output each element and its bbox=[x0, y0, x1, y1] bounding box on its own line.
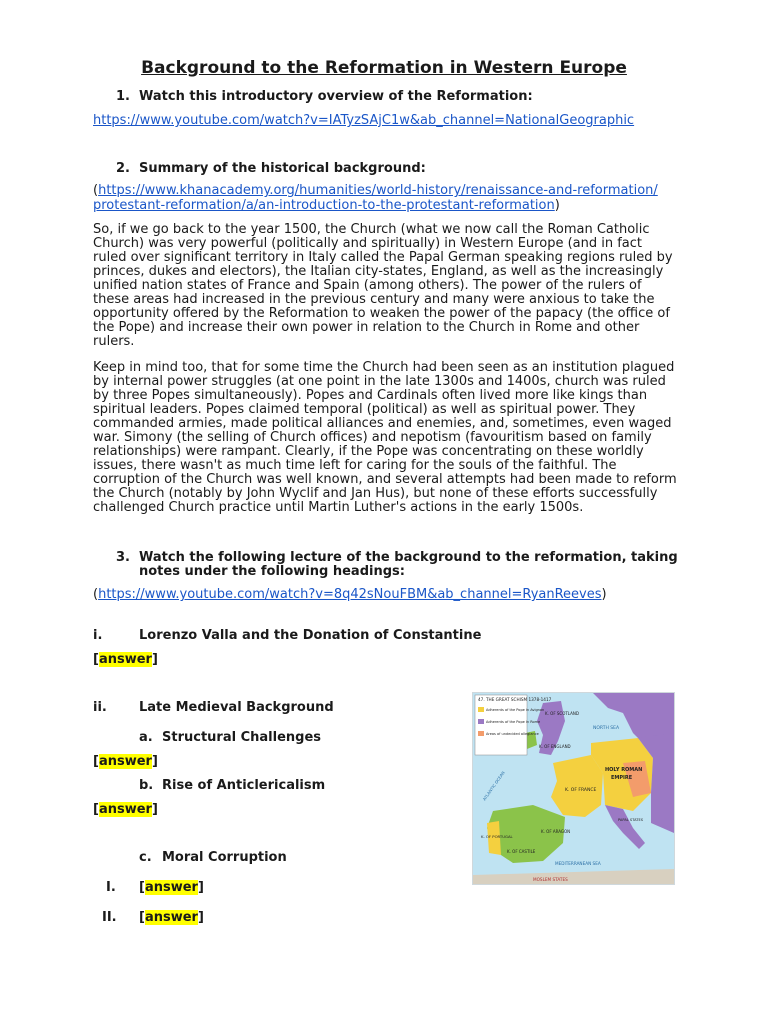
section-3-number: 3. bbox=[116, 550, 130, 565]
item-c-heading: Moral Corruption bbox=[162, 850, 287, 865]
item-ii-number: ii. bbox=[93, 700, 107, 715]
summary-paragraph-2 bbox=[93, 361, 693, 515]
bracket: ] bbox=[151, 754, 158, 769]
label-moslem-states: MOSLEM STATES bbox=[533, 877, 568, 882]
close-paren: ) bbox=[554, 198, 560, 213]
open-paren: ( bbox=[93, 587, 99, 602]
section-3-heading-line-2: notes under the following headings: bbox=[139, 564, 405, 579]
label-scotland: K. OF SCOTLAND bbox=[545, 711, 579, 716]
section-1-number: 1. bbox=[116, 89, 130, 104]
bracket: ] bbox=[197, 910, 204, 925]
section-2-heading: Summary of the historical background: bbox=[139, 161, 426, 176]
label-papal-states: PAPAL STATES bbox=[618, 818, 644, 822]
paragraph-line: princes, dukes and electors), the Italian city-states, England, as well as the increasingly bbox=[93, 264, 664, 279]
paragraph-line: relationships) were rampant. Clearly, if the Pope was concentrating on these worldly bbox=[93, 444, 644, 459]
legend-undecided: Areas of undecided allegiance bbox=[486, 732, 539, 736]
bracket: ] bbox=[151, 652, 158, 667]
answer-field-2[interactable] bbox=[93, 754, 158, 769]
label-england: K. OF ENGLAND bbox=[539, 744, 571, 749]
label-portugal: K. OF PORTUGAL bbox=[481, 834, 513, 839]
item-b-number: b. bbox=[139, 778, 154, 793]
map-title: 47. THE GREAT SCHISM 1378-1417 bbox=[478, 697, 552, 702]
summary-paragraph-1 bbox=[93, 223, 693, 349]
bracket: [ bbox=[93, 652, 99, 667]
section-1-heading: Watch this introductory overview of the Reformation: bbox=[139, 89, 533, 104]
answer-field-1[interactable] bbox=[93, 652, 158, 667]
paragraph-line: spiritual leaders. Popes claimed temporal (political) as well as spiritual power. They bbox=[93, 402, 636, 417]
paragraph-line: the Pope) and increase their own power in relation to the Church in Rome and other bbox=[93, 320, 640, 335]
label-north-sea: NORTH SEA bbox=[593, 726, 620, 731]
answer-field-4[interactable] bbox=[139, 880, 204, 895]
paragraph-line: unified nation states of France and Spain (among others). The power of the rulers of bbox=[93, 278, 642, 293]
bracket: [ bbox=[139, 880, 145, 895]
label-castile: K. OF CASTILE bbox=[507, 849, 536, 854]
item-i-number: i. bbox=[93, 628, 103, 643]
label-aragon: K. OF ARAGON bbox=[541, 829, 571, 834]
khanacademy-link[interactable]: https://www.khanacademy.org/humanities/world-history/renaissance-and-reformation/ bbox=[98, 183, 658, 198]
map-legend-box bbox=[475, 695, 527, 755]
label-atlantic: ATLANTIC OCEAN bbox=[481, 770, 506, 802]
page-title: Background to the Reformation in Western Europe bbox=[141, 58, 627, 78]
paragraph-line: challenged Church practice until Martin Luther's actions in the early 1500s. bbox=[93, 500, 584, 515]
paragraph-line: opportunity offered by the Reformation to weaken the power of the papacy (the office of bbox=[93, 306, 670, 321]
item-b-heading: Rise of Anticlericalism bbox=[162, 778, 326, 793]
item-a-number: a. bbox=[139, 730, 153, 745]
youtube-overview-link[interactable]: https://www.youtube.com/watch?v=IATyzSAjC1w&ab_channel=NationalGeographic bbox=[93, 113, 635, 128]
paragraph-line: by three Popes simultaneously). Popes and Cardinals often lived more like kings than bbox=[93, 388, 648, 403]
item-II-number: II. bbox=[102, 910, 117, 925]
paragraph-line: these areas had increased in the previous century and many were anxious to take the bbox=[93, 292, 655, 307]
label-empire: EMPIRE bbox=[611, 775, 633, 781]
paragraph-line: commanded armies, made political alliances and enemies, and, sometimes, even waged bbox=[93, 416, 672, 431]
close-paren: ) bbox=[601, 587, 607, 602]
bracket: ] bbox=[151, 802, 158, 817]
bracket: [ bbox=[93, 802, 99, 817]
paragraph-line: war. Simony (the selling of Church offices) and nepotism (favouritism based on family bbox=[93, 430, 652, 445]
great-schism-map bbox=[472, 692, 675, 885]
khanacademy-link-line-1 bbox=[93, 184, 658, 198]
bracket: ] bbox=[197, 880, 204, 895]
paragraph-line: Church) was very powerful (politically and spiritually) in Western Europe (and in fact bbox=[93, 236, 643, 251]
item-a-heading: Structural Challenges bbox=[162, 730, 321, 745]
paragraph-line: issues, there wasn't as much time left for caring for the souls of the faithful. The bbox=[93, 458, 617, 473]
answer-placeholder[interactable]: answer bbox=[98, 802, 152, 817]
legend-avignon: Adherents of the Pope in Avignon bbox=[486, 708, 545, 712]
section-3-heading-line-1: Watch the following lecture of the background to the reformation, taking bbox=[139, 550, 678, 565]
label-france: K. OF FRANCE bbox=[565, 788, 597, 793]
paragraph-line: by internal power struggles (at one point in the late 1300s and 1400s, church was ruled bbox=[93, 374, 666, 389]
item-i-heading: Lorenzo Valla and the Donation of Constantine bbox=[139, 628, 482, 643]
bracket: [ bbox=[139, 910, 145, 925]
lecture-link-line bbox=[93, 588, 607, 602]
legend-swatch-rome bbox=[478, 719, 484, 724]
khanacademy-link-line-2 bbox=[93, 199, 560, 213]
legend-rome: Adherents of the Pope in Rome bbox=[486, 720, 541, 724]
legend-swatch-undecided bbox=[478, 731, 484, 736]
item-ii-heading: Late Medieval Background bbox=[139, 700, 334, 715]
bracket: [ bbox=[93, 754, 99, 769]
legend-swatch-avignon bbox=[478, 707, 484, 712]
answer-placeholder[interactable]: answer bbox=[144, 880, 198, 895]
open-paren: ( bbox=[93, 183, 99, 198]
paragraph-line: corruption of the Church was well known, and several attempts had been made to reform bbox=[93, 472, 677, 487]
france-region bbox=[551, 755, 603, 817]
answer-placeholder[interactable]: answer bbox=[98, 652, 152, 667]
youtube-lecture-link[interactable]: https://www.youtube.com/watch?v=8q42sNouFBM&ab_channel=RyanReeves bbox=[98, 587, 602, 602]
paragraph-line: ruled over significant territory in Italy called the Papal German speaking regions ruled by bbox=[93, 250, 673, 265]
label-mediterranean: MEDITERRANEAN SEA bbox=[555, 861, 601, 866]
label-holy-roman: HOLY ROMAN bbox=[605, 767, 643, 773]
great-schism-map-graphic bbox=[473, 693, 674, 884]
item-I-number: I. bbox=[106, 880, 116, 895]
section-2-number: 2. bbox=[116, 161, 130, 176]
answer-field-5[interactable] bbox=[139, 910, 204, 925]
paragraph-line: Keep in mind too, that for some time the Church had been seen as an institution plagued bbox=[93, 360, 675, 375]
paragraph-line: rulers. bbox=[93, 334, 135, 349]
item-c-number: c. bbox=[139, 850, 152, 865]
paragraph-line: the Church (notably by John Wyclif and Jan Hus), but none of these efforts successfully bbox=[93, 486, 658, 501]
answer-field-3[interactable] bbox=[93, 802, 158, 817]
paragraph-line: So, if we go back to the year 1500, the Church (what we now call the Roman Catholic bbox=[93, 222, 650, 237]
answer-placeholder[interactable]: answer bbox=[144, 910, 198, 925]
answer-placeholder[interactable]: answer bbox=[98, 754, 152, 769]
khanacademy-link-continued[interactable]: protestant-reformation/a/an-introduction-to-the-protestant-reformation bbox=[93, 198, 555, 213]
